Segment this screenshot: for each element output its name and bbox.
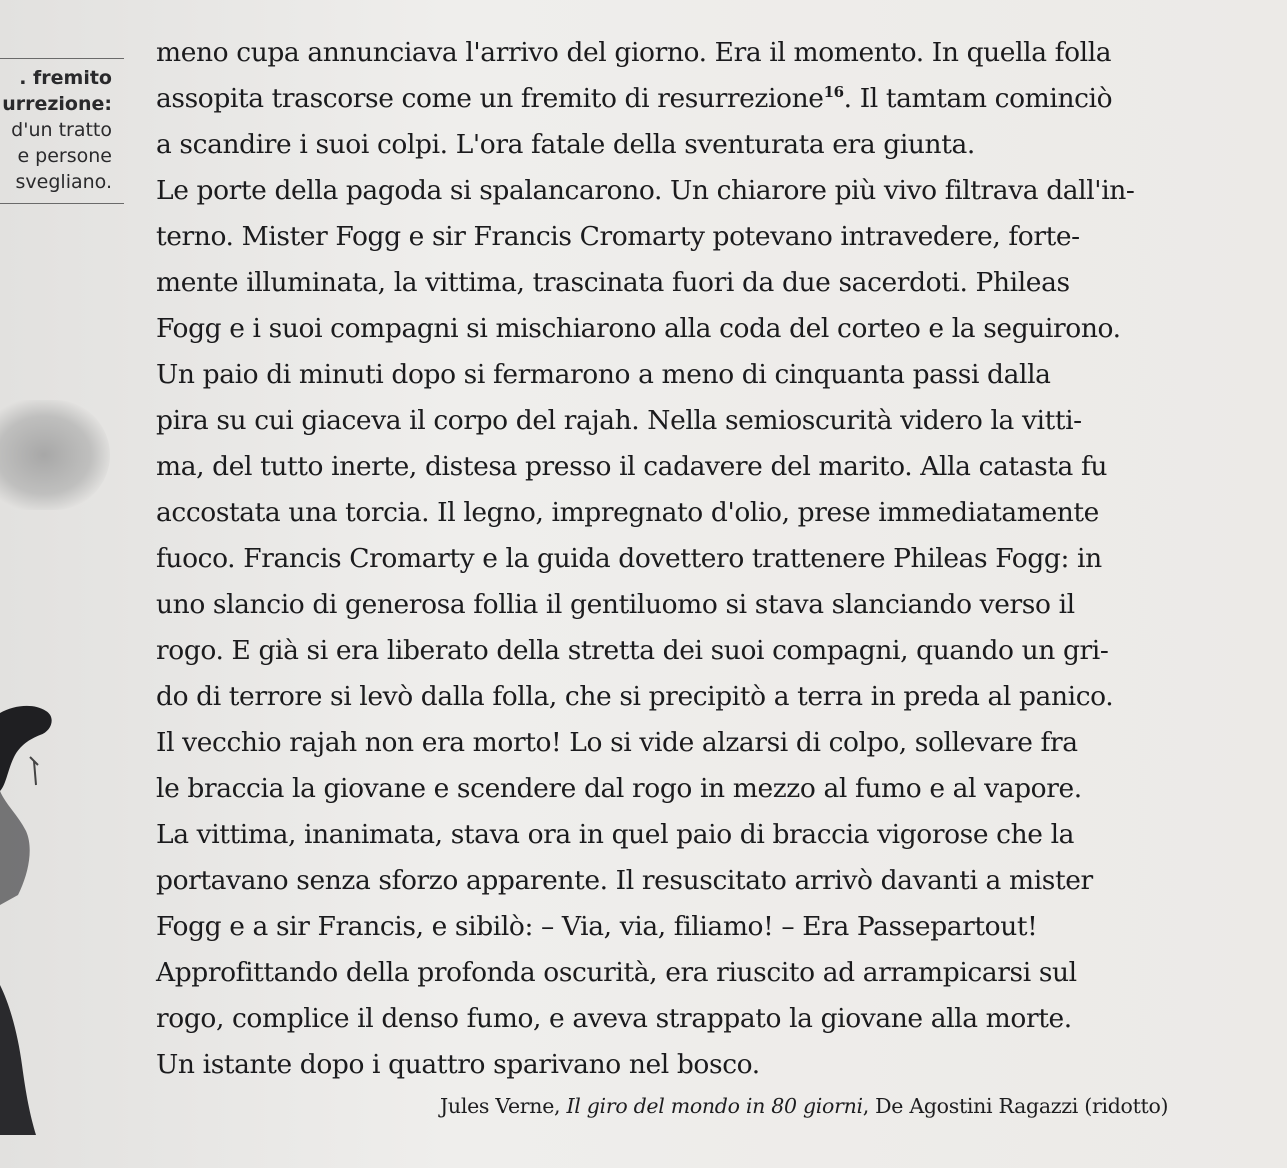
illustration-fragment-gray [0, 400, 110, 510]
passage-line: Approfittando della profonda oscurità, era riuscito ad arrampicarsi sul [156, 957, 1077, 988]
footnote-marker: 16 [823, 83, 844, 102]
passage-line: meno cupa annunciava l'arrivo del giorno. Era il momento. In quella folla [156, 37, 1112, 68]
illustration-fragment-dark [0, 705, 70, 1135]
passage-line: le braccia la giovane e scendere dal rogo in mezzo al fumo e al vapore. [156, 773, 1082, 804]
story-passage [140, 30, 1260, 1088]
passage-line: portavano senza sforzo apparente. Il resuscitato arrivò davanti a mister [156, 865, 1093, 896]
glossary-term: . fremito [19, 67, 112, 89]
passage-line: Un paio di minuti dopo si fermarono a meno di cinquanta passi dalla [156, 359, 1051, 390]
glossary-definition-line: svegliano. [15, 171, 112, 193]
passage-line: Le porte della pagoda si spalancarono. Un chiarore più vivo filtrava dall'in- [156, 175, 1135, 206]
credit-publisher: , De Agostini Ragazzi (ridotto) [862, 1094, 1169, 1118]
passage-line: La vittima, inanimata, stava ora in quel paio di braccia vigorose che la [156, 819, 1075, 850]
passage-line: Un istante dopo i quattro sparivano nel bosco. [156, 1049, 760, 1080]
passage-text: . Il tamtam cominciò [843, 83, 1113, 114]
credit-author: Jules Verne, [440, 1094, 567, 1118]
passage-line: pira su cui giaceva il corpo del rajah. Nella semioscurità videro la vitti- [156, 405, 1082, 436]
passage-line: Fogg e a sir Francis, e sibilò: – Via, via, filiamo! – Era Passepartout! [156, 911, 1038, 942]
passage-line: Fogg e i suoi compagni si mischiarono alla coda del corteo e la seguirono. [156, 313, 1121, 344]
passage-line: terno. Mister Fogg e sir Francis Cromarty potevano intravedere, forte- [156, 221, 1080, 252]
passage-line: Il vecchio rajah non era morto! Lo si vide alzarsi di colpo, sollevare fra [156, 727, 1078, 758]
passage-text: assopita trascorse come un fremito di resurrezione [156, 83, 824, 114]
margin-glossary [0, 58, 128, 204]
passage-line: mente illuminata, la vittima, trascinata fuori da due sacerdoti. Phileas [156, 267, 1070, 298]
glossary-definition-line: urrezione: [2, 93, 112, 115]
passage-line: accostata una torcia. Il legno, impregnato d'olio, prese immediatamente [156, 497, 1099, 528]
passage-line: do di terrore si levò dalla folla, che si precipitò a terra in preda al panico. [156, 681, 1114, 712]
glossary-bottom-rule [0, 203, 124, 204]
passage-line: uno slancio di generosa follia il gentiluomo si stava slanciando verso il [156, 589, 1075, 620]
glossary-definition-line: e persone [17, 145, 112, 167]
passage-line: ma, del tutto inerte, distesa presso il cadavere del marito. Alla catasta fu [156, 451, 1108, 482]
passage-line-with-footnote [140, 76, 1260, 122]
credit-book-title: Il giro del mondo in 80 giorni [566, 1094, 863, 1118]
passage-line: a scandire i suoi colpi. L'ora fatale della sventurata era giunta. [156, 129, 975, 160]
passage-line: fuoco. Francis Cromarty e la guida dovettero trattenere Phileas Fogg: in [156, 543, 1102, 574]
glossary-definition-line: d'un tratto [11, 119, 112, 141]
source-credit [440, 1091, 1280, 1121]
passage-line: rogo, complice il denso fumo, e aveva strappato la giovane alla morte. [156, 1003, 1072, 1034]
glossary-top-rule [0, 58, 124, 59]
passage-line: rogo. E già si era liberato della stretta dei suoi compagni, quando un gri- [156, 635, 1109, 666]
